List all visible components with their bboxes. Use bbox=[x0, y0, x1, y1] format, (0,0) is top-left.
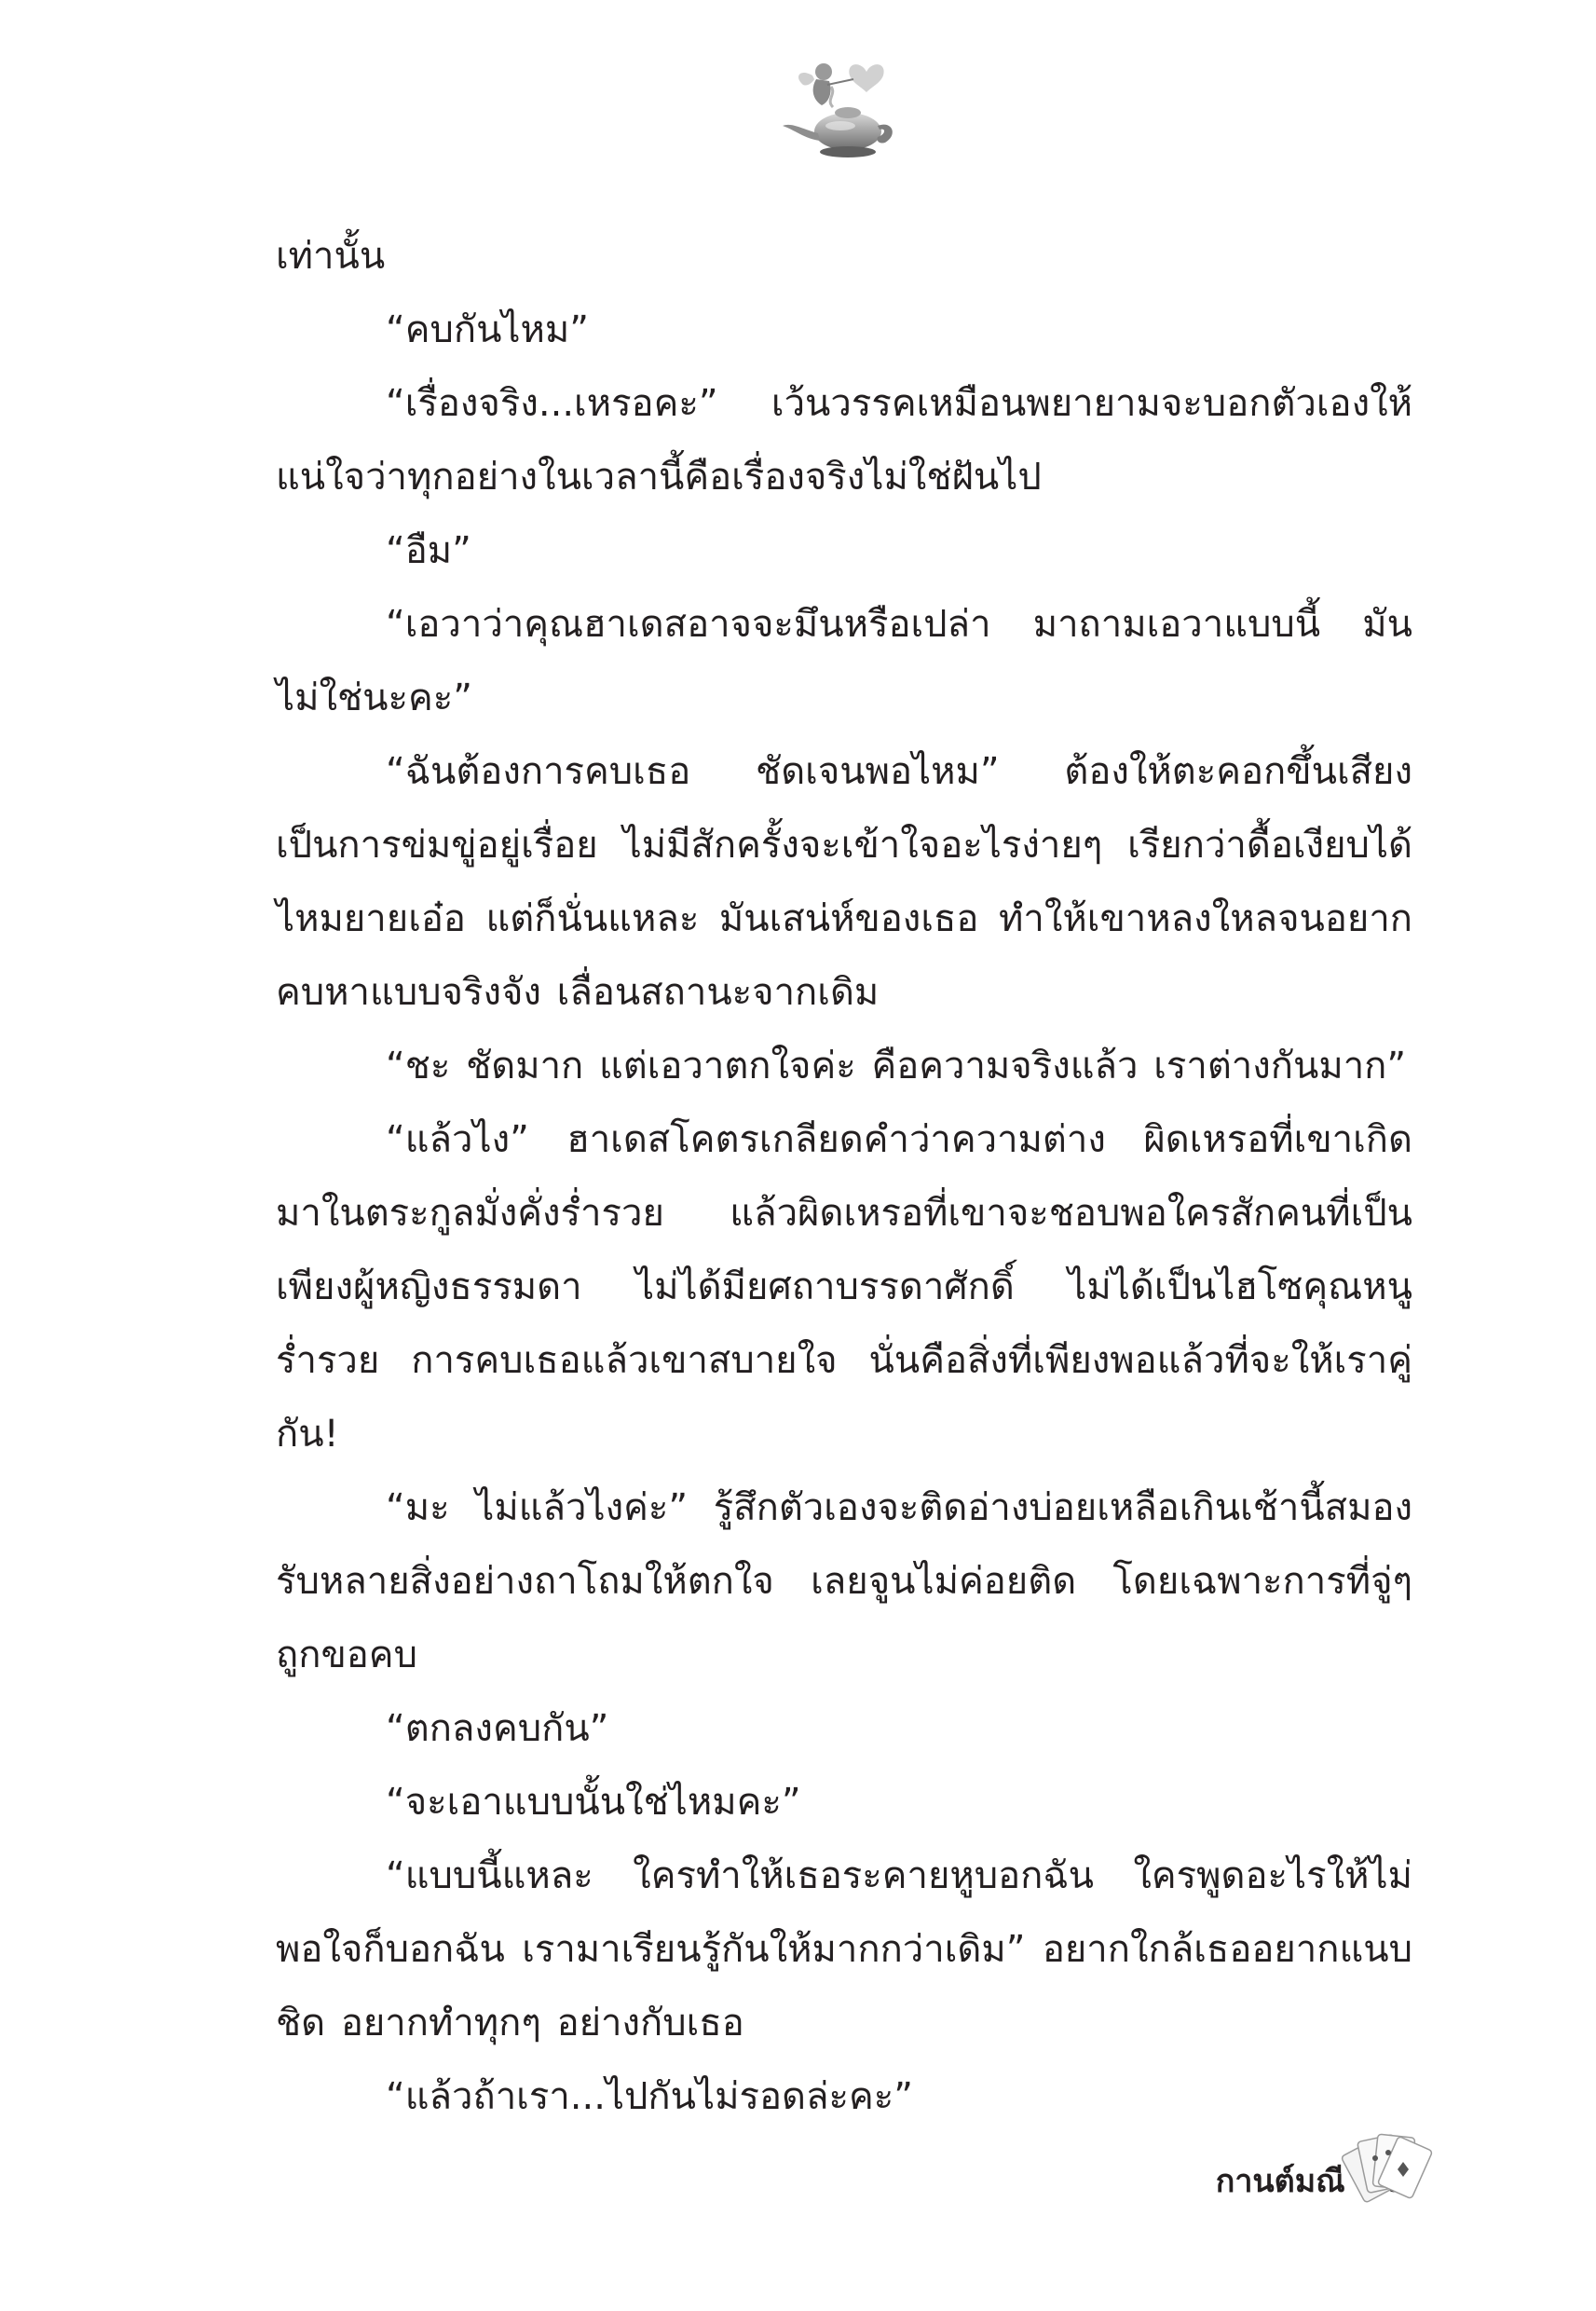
paragraph: “ชะ ชัดมาก แต่เอวาตกใจค่ะ คือความจริงแล้ว เราต่างกันมาก” bbox=[386, 1045, 1407, 1087]
paragraph: “ฉันต้องการคบเธอ ชัดเจนพอไหม” ต้องให้ตะคอกขึ้นเสียงเป็นการข่มขู่อยู่เรื่อย ไม่มีสักครั้งจะเข้าใจอะไรง่ายๆ เรียกว่าดื้อเงียบได้ไหมยายเอ๋อ แต่ก็นั่นแหละ มันเสน่ห์ของเธอ ทำให้เขาหลงใหลจนอยากคบหาแบบจริงจัง เลื่อนสถานะจากเดิม bbox=[276, 750, 1412, 1014]
paragraph: “ตกลงคบกัน” bbox=[386, 1707, 609, 1750]
teapot-cupid-ornament-icon bbox=[775, 51, 915, 172]
paragraph: “มะ ไม่แล้วไงค่ะ” รู้สึกตัวเองจะติดอ่างบ่อยเหลือเกินเช้านี้สมองรับหลายสิ่งอย่างถาโถมให้ตกใจ เลยจูนไม่ค่อยติด โดยเฉพาะการที่จู่ๆ ถูกขอคบ bbox=[276, 1486, 1412, 1676]
paragraph: “อืม” bbox=[386, 529, 471, 572]
body-text bbox=[276, 220, 1412, 2134]
paragraph: “แบบนี้แหละ ใครทำให้เธอระคายหูบอกฉัน ใครพูดอะไรให้ไม่พอใจก็บอกฉัน เรามาเรียนรู้กันให้มากกว่าเดิม” อยากใกล้เธออยากแนบชิด อยากทำทุกๆ อย่างกับเธอ bbox=[276, 1854, 1412, 2044]
paragraph: “คบกันไหม” bbox=[386, 308, 590, 351]
paragraph: “แล้วไง” ฮาเดสโคตรเกลียดคำว่าความต่าง ผิดเหรอที่เขาเกิดมาในตระกูลมั่งคั่งร่ำรวย แล้วผิดเหรอที่เขาจะชอบพอใครสักคนที่เป็นเพียงผู้หญิงธรรมดา ไม่ได้มียศถาบรรดาศักดิ์ ไม่ได้เป็นไฮโซคุณหนูร่ำรวย การคบเธอแล้วเขาสบายใจ นั่นคือสิ่งที่เพียงพอแล้วที่จะให้เราคู่กัน! bbox=[276, 1118, 1412, 1456]
playing-cards-icon bbox=[1338, 2125, 1435, 2214]
footer-author: กานต์มณี bbox=[1215, 2163, 1345, 2200]
paragraph: “จะเอาแบบนั้นใช่ไหมคะ” bbox=[386, 1781, 801, 1824]
paragraph: “เอวาว่าคุณฮาเดสอาจจะมึนหรือเปล่า มาถามเอวาแบบนี้ มันไม่ใช่นะคะ” bbox=[276, 603, 1412, 719]
paragraph: “แล้วถ้าเรา...ไปกันไม่รอดล่ะคะ” bbox=[386, 2075, 913, 2118]
paragraph: “เรื่องจริง...เหรอคะ” เว้นวรรคเหมือนพยายามจะบอกตัวเองให้แน่ใจว่าทุกอย่างในเวลานี้คือเรื่องจริงไม่ใช่ฝันไป bbox=[276, 382, 1412, 499]
paragraph: เท่านั้น bbox=[276, 235, 386, 278]
